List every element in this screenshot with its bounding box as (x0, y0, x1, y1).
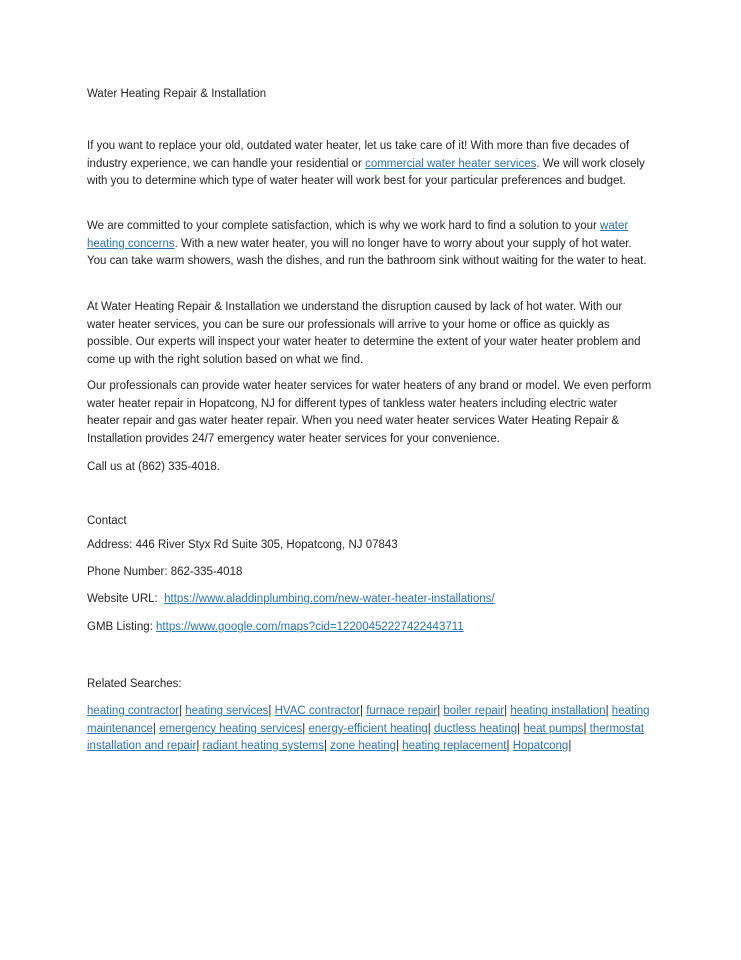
related-search-separator: | (152, 722, 156, 735)
commercial-water-heater-services-link[interactable]: commercial water heater services (365, 157, 537, 170)
related-search-separator: | (506, 740, 510, 753)
related-heading-block (87, 676, 652, 694)
related-links-paragraph (87, 703, 652, 756)
contact-heading: Contact (87, 515, 127, 527)
website-label: Website URL: (87, 593, 165, 605)
related-search-link[interactable]: ductless heating (434, 722, 518, 735)
related-search-link[interactable]: heating maintenance (87, 705, 650, 735)
related-search-separator: | (605, 705, 609, 717)
related-search-separator: | (302, 722, 306, 735)
related-search-separator: | (179, 705, 183, 717)
related-search-link[interactable]: energy-efficient heating (308, 722, 428, 735)
related-search-separator: | (517, 722, 521, 735)
paragraph-1-text-after: . We will work closely with you to determine which type of water heater will work best for your particular preferences and budget. (87, 157, 645, 188)
related-search-link[interactable]: emergency heating services (159, 722, 303, 735)
related-search-separator: | (196, 740, 200, 753)
paragraph-4 (87, 378, 652, 448)
related-search-separator: | (360, 705, 364, 717)
related-search-link[interactable]: radiant heating systems (202, 740, 324, 753)
contact-phone-block (87, 564, 652, 582)
related-searches-list (87, 703, 652, 756)
contact-phone: Phone Number: 862-335-4018 (87, 566, 243, 578)
paragraph-2 (87, 218, 652, 271)
related-search-separator: | (427, 722, 431, 735)
related-search-link[interactable]: heating replacement (402, 740, 507, 753)
related-search-link[interactable]: furnace repair (366, 705, 438, 717)
related-search-separator: | (504, 705, 508, 717)
related-search-separator: | (396, 740, 400, 753)
document-title-block (87, 86, 652, 103)
related-search-link[interactable]: heating installation (510, 705, 606, 717)
gmb-label: GMB Listing: (87, 621, 157, 633)
paragraph-4-text: Our professionals can provide water heater services for water heaters of any brand or model. We even perform water heater repair in Hopatcong, NJ for different types of tankless water heaters including electric water heater repair and gas water heater repair. When you need water heater services Water Heating Repair & Installation provides 24/7 emergency water heater services for your convenience. (87, 380, 652, 445)
related-search-link[interactable]: thermostat installation and repair (87, 722, 644, 753)
related-search-link[interactable]: boiler repair (443, 705, 505, 717)
call-us-text: Call us at (862) 335-4018. (87, 461, 220, 473)
related-search-link[interactable]: heat pumps (523, 722, 584, 735)
contact-gmb-block (87, 619, 652, 637)
related-searches-heading: Related Searches: (87, 678, 182, 690)
related-search-link[interactable]: heating contractor (87, 705, 180, 717)
related-search-separator: | (568, 740, 572, 753)
related-search-link[interactable]: zone heating (330, 740, 397, 753)
water-heating-concerns-link[interactable]: water heating concerns (87, 220, 629, 250)
related-search-separator: | (268, 705, 272, 717)
related-search-link[interactable]: HVAC contractor (274, 705, 361, 717)
related-search-link[interactable]: heating services (185, 705, 269, 717)
related-search-separator: | (437, 705, 441, 717)
contact-website-block (87, 591, 652, 609)
paragraph-2-text-before: We are committed to your complete satisfaction, which is why we work hard to find a solution to your (87, 220, 601, 232)
contact-heading-block (87, 513, 652, 531)
contact-address-block (87, 537, 652, 555)
website-url-link[interactable]: https://www.aladdinplumbing.com/new-water-heater-installations/ (164, 593, 495, 605)
paragraph-1 (87, 138, 652, 191)
related-search-separator: | (583, 722, 587, 735)
related-search-separator: | (323, 740, 327, 753)
paragraph-3 (87, 299, 652, 369)
paragraph-3-text: At Water Heating Repair & Installation we understand the disruption caused by lack of hot water. With our water heater services, you can be sure our professionals will arrive to your home or office as quickly as possible. Our experts will inspect your water heater to determine the extent of your water heater problem and come up with the right solution based on what we find. (87, 301, 641, 366)
related-search-link[interactable]: Hopatcong (512, 740, 569, 753)
paragraph-1-text-before: If you want to replace your old, outdated water heater, let us take care of it! With more than five decades of industry experience, we can handle your residential or (87, 140, 630, 170)
contact-address: Address: 446 River Styx Rd Suite 305, Hopatcong, NJ 07843 (87, 539, 398, 551)
document-title: Water Heating Repair & Installation (87, 88, 267, 100)
gmb-listing-link[interactable]: https://www.google.com/maps?cid=12200452227422443711 (156, 621, 464, 633)
paragraph-2-text-after: . With a new water heater, you will no longer have to worry about your supply of hot water. You can take warm showers, wash the dishes, and run the bathroom sink without waiting for the water to heat. (87, 237, 647, 268)
paragraph-5 (87, 459, 652, 477)
